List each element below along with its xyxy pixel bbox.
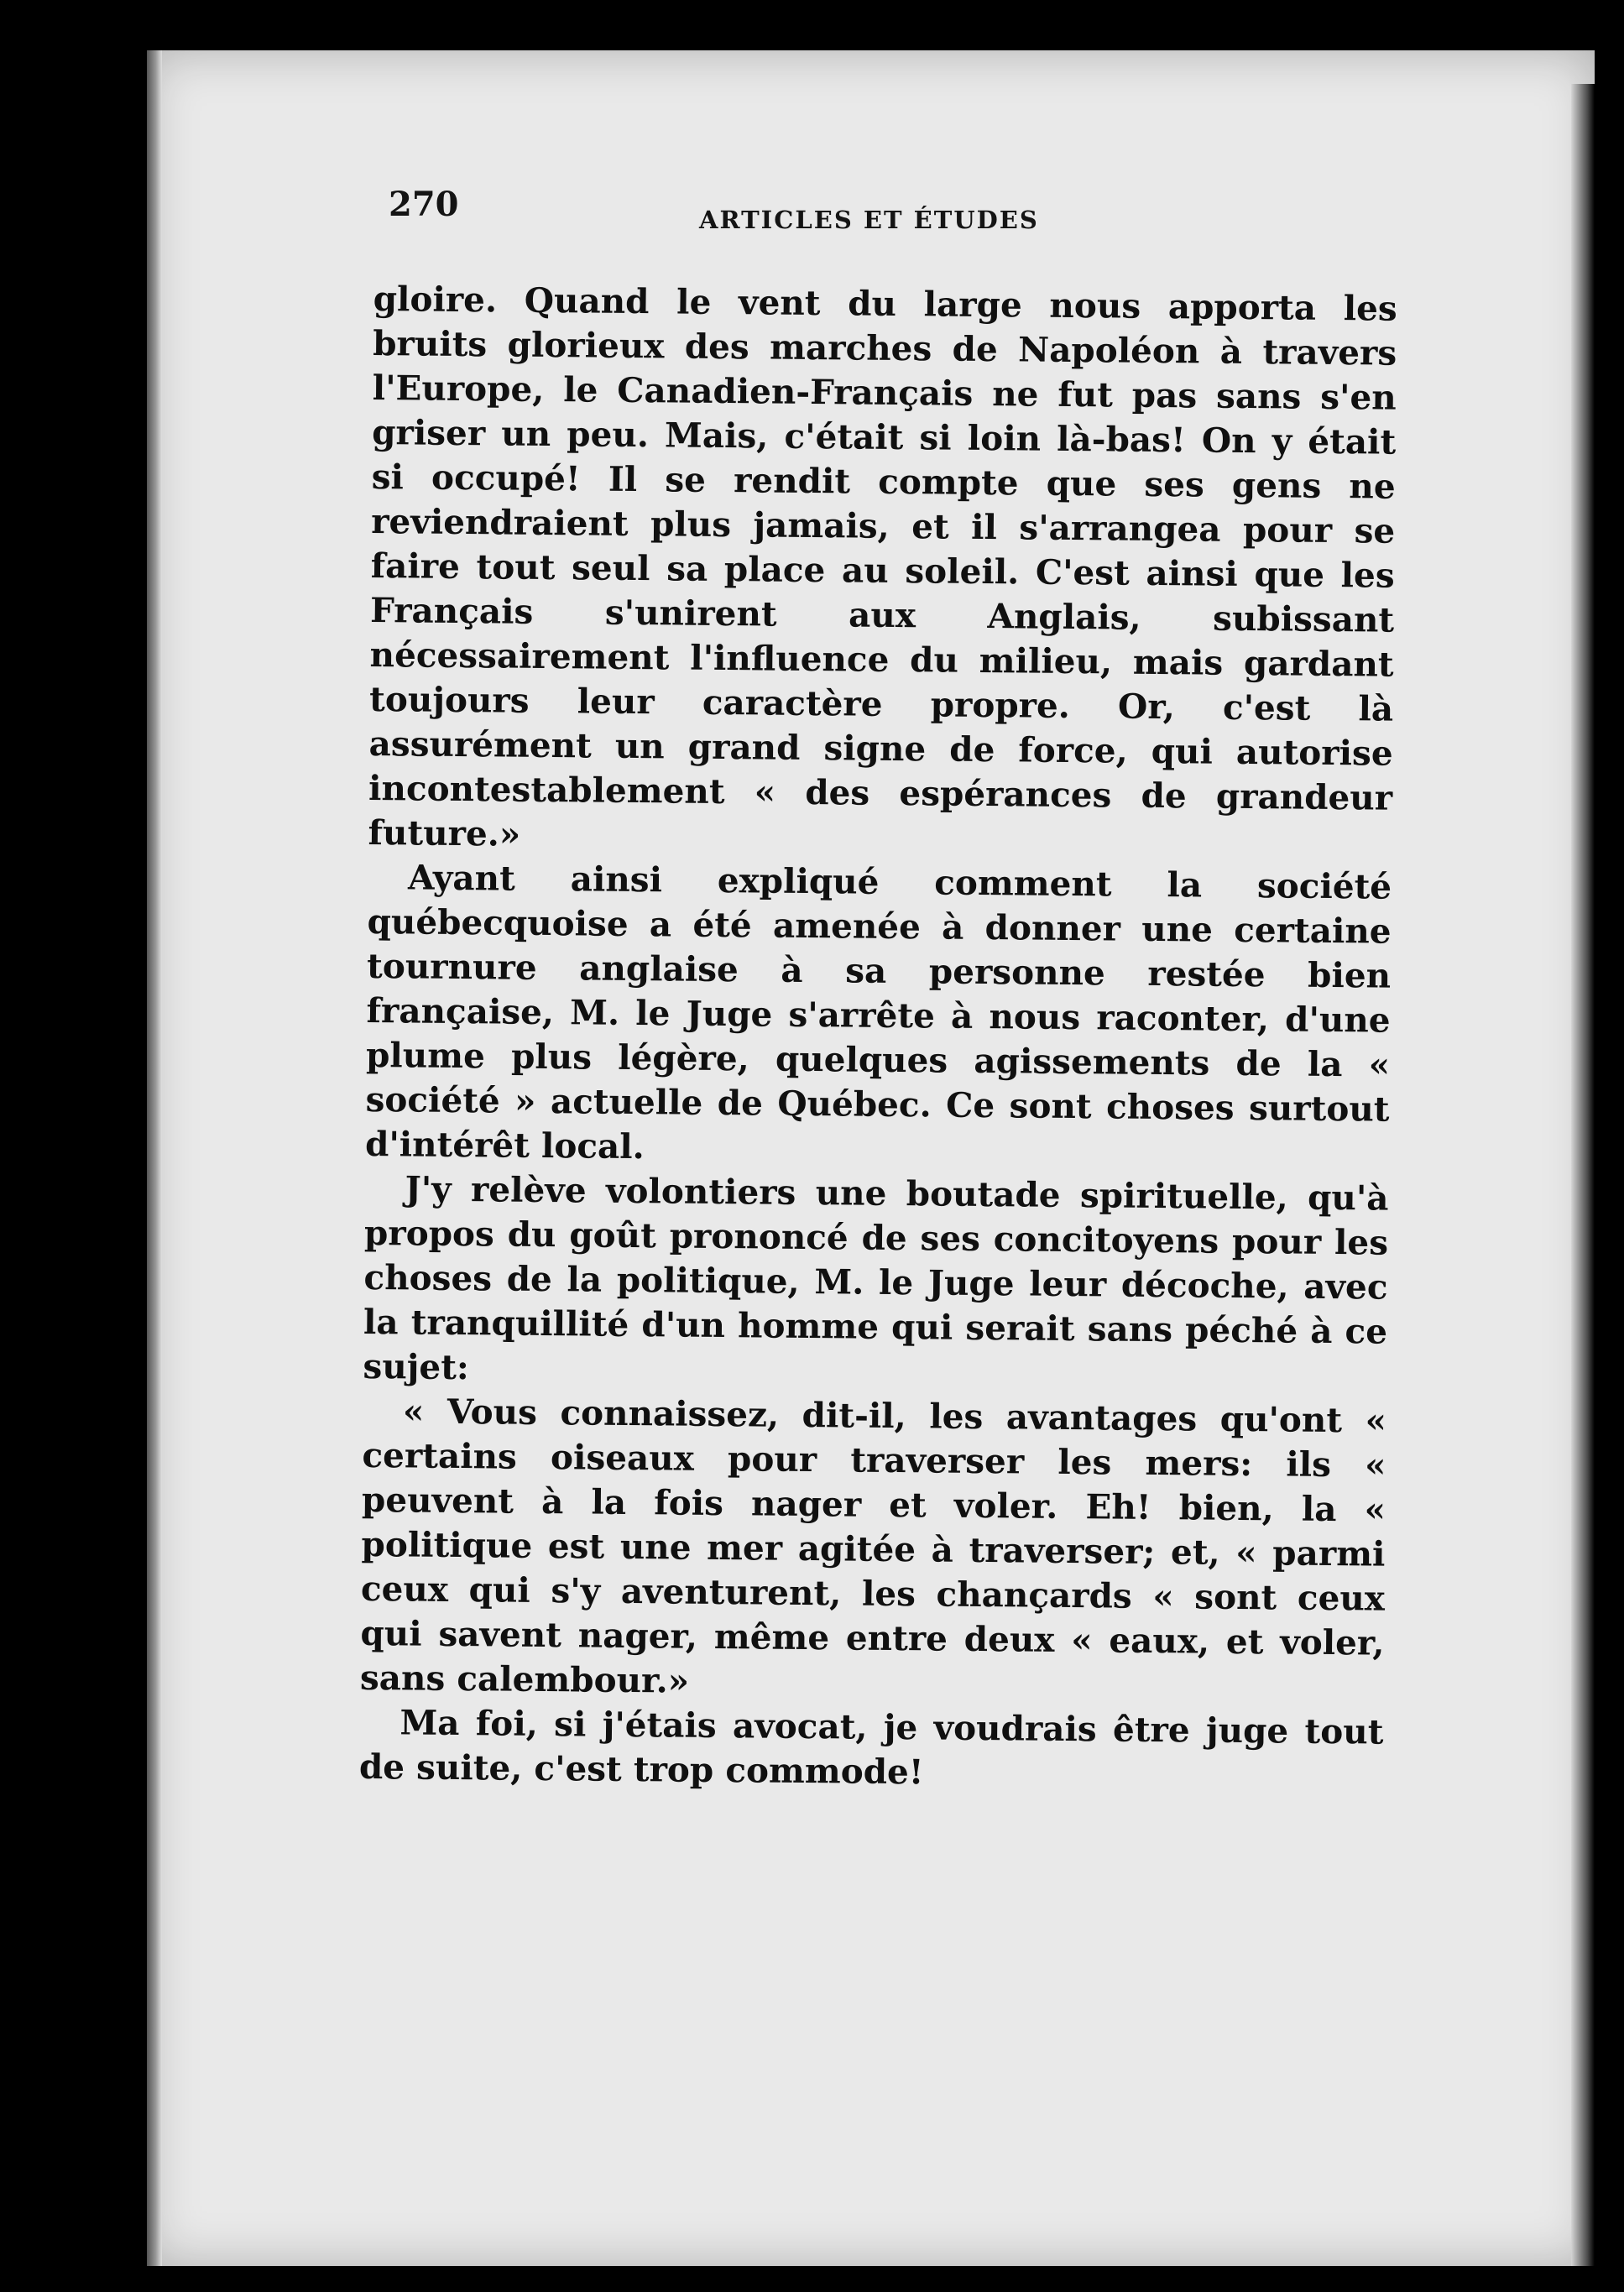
- body-text: [359, 277, 1397, 1799]
- paragraph: gloire. Quand le vent du large nous apporta les bruits glorieux des marches de Napoléon à travers l'Europe, le Canadien-Français ne fut pas sans s'en griser un peu. Mais, c'était si loin là-bas! On y était si occupé! Il se rendit compte que ses gens ne reviendraient plus jamais, et il s'arrangea pour se faire tout seul sa place au soleil. C'est ainsi que les Français s'unirent aux Anglais, subissant nécessairement l'influence du milieu, mais gardant toujours leur caractère propre. Or, c'est là assurément un grand signe de force, qui autorise incontestablement « des espérances de grandeur future.»: [368, 278, 1397, 854]
- page-number: 270: [389, 185, 459, 224]
- running-head: ARTICLES ET ÉTUDES: [699, 206, 1039, 234]
- paragraph: Ayant ainsi expliqué comment la société québecquoise a été amenée à donner une certaine tournure anglaise à sa personne restée bien française, M. le Juge s'arrête à nous raconter, d'une plume plus légère, quelques agissements de la « société » actuelle de Québec. Ce sont choses surtout d'intérêt local.: [364, 857, 1392, 1167]
- quotation: « Vous connaissez, dit-il, les avantages qu'ont « certains oiseaux pour traverser les mers: ils « peuvent à la fois nager et voler. Eh! bien, la « politique est une mer agitée à traverser; et, « parmi ceux qui s'y aventurent, les chançards « sont ceux qui savent nager, même entre deux « eaux, et voler, sans calembour.»: [359, 1391, 1387, 1701]
- page-header: [389, 180, 1396, 248]
- page-edge-shadow: [1571, 84, 1595, 2266]
- paragraph: Ma foi, si j'étais avocat, je voudrais être juge tout de suite, c'est trop commode!: [358, 1702, 1384, 1793]
- paragraph: J'y relève volontiers une boutade spirituelle, qu'à propos du goût prononcé de ses concitoyens pour les choses de la politique, M. le Juge leur décoche, avec la tranquillité d'un homme qui serait sans péché à ce sujet:: [363, 1168, 1389, 1388]
- page-binding-shadow: [147, 50, 162, 2266]
